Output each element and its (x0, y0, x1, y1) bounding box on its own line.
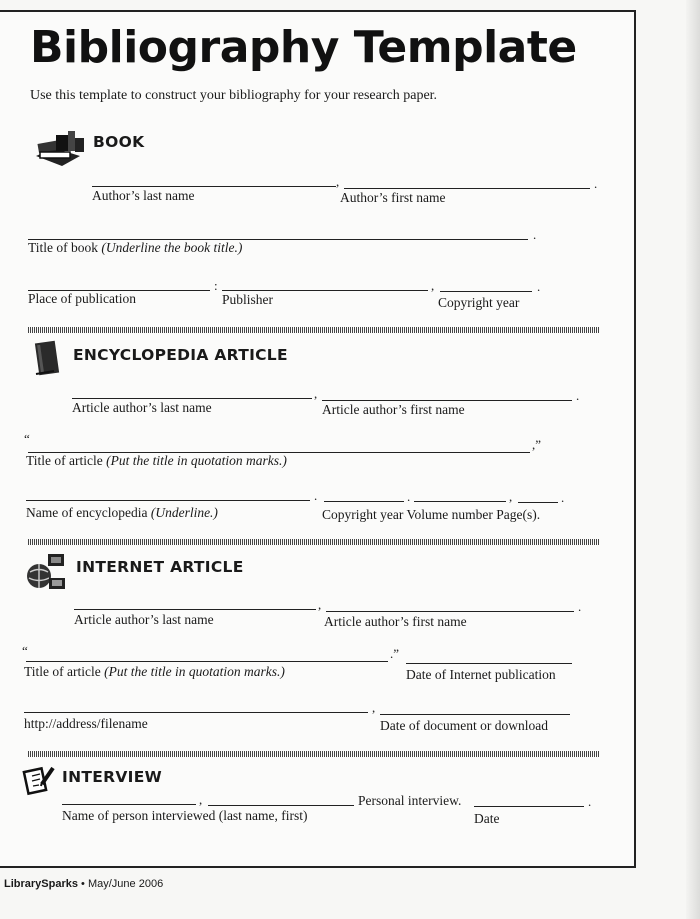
encyc-tail-label: Copyright year Volume number Page(s). (322, 507, 541, 522)
book-title-label: Title of book (Underline the book title.) (28, 240, 243, 255)
internet-pubdate-label: Date of Internet publication (406, 667, 556, 682)
internet-title-label: Title of article (Put the title in quotation marks.) (24, 664, 285, 679)
interview-personal-label: Personal interview. (358, 793, 462, 808)
interview-person-label: Name of person interviewed (last name, first) (62, 808, 308, 823)
book-place-label: Place of publication (28, 291, 136, 306)
interview-date-label: Date (474, 811, 500, 826)
internet-author-first-line[interactable] (326, 611, 574, 612)
page-edge-shadow (686, 0, 700, 919)
notepad-pencil-icon (22, 762, 56, 798)
comma: , (199, 792, 203, 807)
encyc-author-last-line[interactable] (72, 398, 312, 399)
encyc-volume-line[interactable] (414, 501, 506, 502)
footer-issue: May/June 2006 (87, 878, 164, 890)
book-publisher-label: Publisher (222, 292, 274, 307)
book-year-label: Copyright year (438, 295, 520, 310)
colon: : (214, 278, 218, 293)
internet-heading: INTERNET ARTICLE (76, 558, 244, 576)
comma: , (372, 700, 376, 715)
books-icon (30, 126, 88, 168)
encyclopedia-heading: ENCYCLOPEDIA ARTICLE (73, 346, 288, 364)
encyc-name-line[interactable] (26, 500, 310, 501)
period: . (537, 279, 541, 294)
period: . (594, 176, 598, 191)
period: . (561, 490, 565, 505)
encyclopedia-icon (32, 338, 64, 380)
period: . (576, 388, 580, 403)
footer-separator: • (81, 878, 85, 890)
internet-title-line[interactable] (26, 661, 388, 662)
book-heading: BOOK (93, 133, 145, 151)
internet-docdate-line[interactable] (380, 714, 570, 715)
internet-docdate-label: Date of document or download (380, 718, 548, 733)
interview-heading: INTERVIEW (62, 768, 162, 786)
open-quote: “ (24, 431, 30, 446)
internet-address-line[interactable] (24, 712, 368, 713)
quote-period: .” (390, 646, 400, 661)
period: . (314, 488, 318, 503)
book-year-line[interactable] (440, 291, 532, 292)
book-author-first-line[interactable] (344, 188, 590, 189)
internet-pubdate-line[interactable] (406, 663, 572, 664)
page-title: Bibliography Template (30, 22, 577, 73)
section-divider (28, 327, 600, 333)
period: . (578, 599, 582, 614)
footer-brand: LibrarySparks (4, 878, 78, 890)
encyc-name-label: Name of encyclopedia (Underline.) (26, 505, 218, 520)
comma: , (314, 386, 318, 401)
interview-person-line[interactable] (62, 804, 196, 805)
interview-date-line[interactable] (474, 806, 584, 807)
encyc-author-last-label: Article author’s last name (72, 400, 212, 415)
comma: , (431, 278, 435, 293)
internet-author-last-label: Article author’s last name (74, 612, 214, 627)
period: . (533, 227, 537, 242)
encyc-title-label: Title of article (Put the title in quotation marks.) (26, 453, 287, 468)
book-author-last-line[interactable] (92, 186, 336, 187)
section-divider (28, 539, 600, 545)
globe-computer-icon (24, 550, 70, 596)
encyc-pages-line[interactable] (518, 502, 558, 503)
book-author-last-label: Author’s last name (92, 188, 195, 203)
open-quote: “ (22, 643, 28, 658)
intro-text: Use this template to construct your bibliography for your research paper. (30, 88, 438, 103)
close-quote: ,” (532, 437, 542, 452)
period: . (407, 489, 411, 504)
comma: , (509, 489, 513, 504)
encyc-year-line[interactable] (324, 501, 404, 502)
comma: , (336, 174, 340, 189)
period: . (588, 794, 592, 809)
encyc-author-first-line[interactable] (322, 400, 572, 401)
internet-author-first-label: Article author’s first name (324, 614, 467, 629)
interview-person-first-line[interactable] (208, 805, 354, 806)
book-publisher-line[interactable] (222, 290, 428, 291)
section-divider (28, 751, 600, 757)
footer (4, 878, 163, 890)
book-author-first-label: Author’s first name (340, 190, 446, 205)
encyc-author-first-label: Article author’s first name (322, 402, 465, 417)
internet-author-last-line[interactable] (74, 609, 316, 610)
comma: , (318, 597, 322, 612)
internet-address-label: http://address/filename (24, 716, 148, 731)
